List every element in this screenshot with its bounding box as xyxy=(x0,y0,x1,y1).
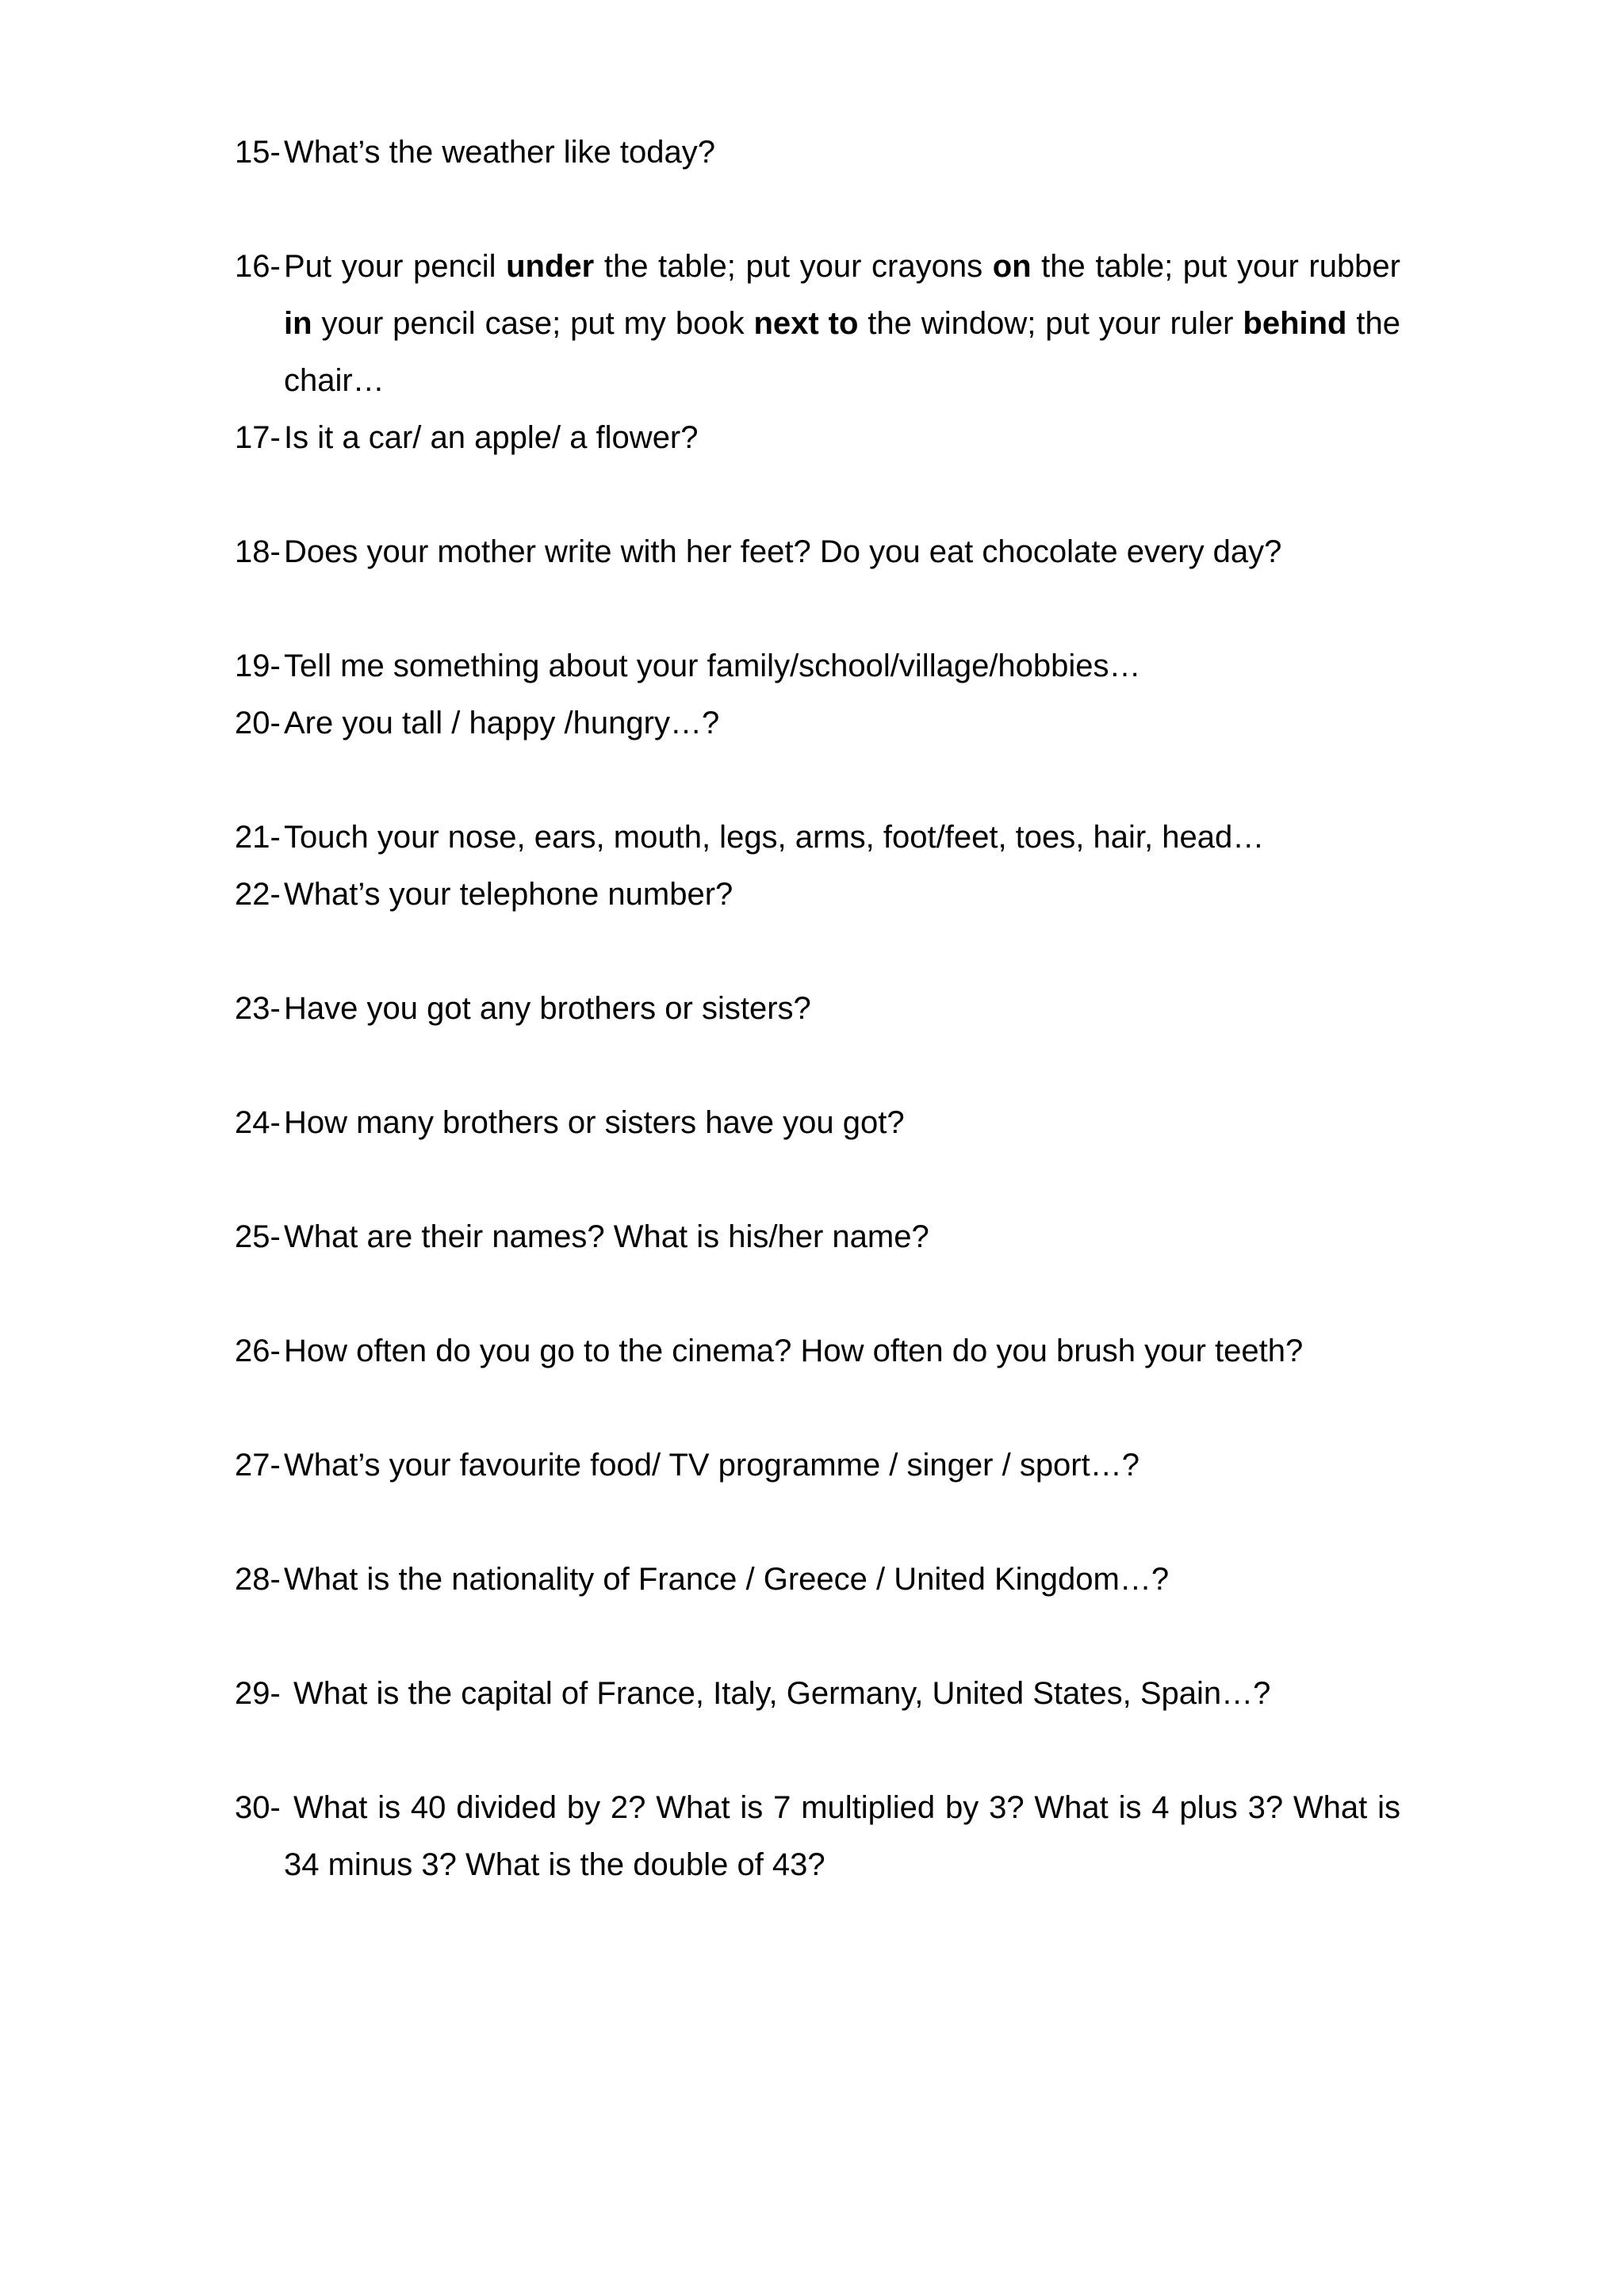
question-number: 16- xyxy=(235,249,281,284)
question-number: 17- xyxy=(235,420,281,455)
question-number: 29- xyxy=(235,1676,281,1711)
question-number: 24- xyxy=(235,1105,281,1140)
question-16 xyxy=(235,238,1400,409)
question-text: What are their names? What is his/her name? xyxy=(284,1219,929,1254)
question-text-part: the window; put your ruler xyxy=(858,306,1243,341)
question-number: 20- xyxy=(235,706,281,740)
question-text: Does your mother write with her feet? Do you eat chocolate every day? xyxy=(284,534,1282,569)
question-text-part: your pencil case; put my book xyxy=(312,306,754,341)
question-number: 23- xyxy=(235,991,281,1026)
question-20 xyxy=(235,695,1400,752)
question-number: 25- xyxy=(235,1219,281,1254)
question-text-part: the table; put your crayons xyxy=(594,249,993,284)
question-text: What’s the weather like today? xyxy=(284,135,716,170)
keyword-under: under xyxy=(506,249,595,284)
keyword-next-to: next to xyxy=(753,306,859,341)
question-22 xyxy=(235,866,1400,923)
question-text-part: Put your pencil xyxy=(284,249,507,284)
keyword-in: in xyxy=(284,306,312,341)
question-18 xyxy=(235,523,1400,580)
question-number: 19- xyxy=(235,649,281,683)
question-text: What’s your favourite food/ TV programme / singer / sport…? xyxy=(284,1448,1139,1483)
question-text: Touch your nose, ears, mouth, legs, arms, foot/feet, toes, hair, head… xyxy=(284,820,1265,855)
question-number: 21- xyxy=(235,820,281,855)
question-text: What is the nationality of France / Greece / United Kingdom…? xyxy=(284,1562,1170,1597)
question-number: 27- xyxy=(235,1448,281,1483)
question-27 xyxy=(235,1437,1400,1494)
question-text: What is 40 divided by 2? What is 7 multiplied by 3? What is 4 plus 3? What is 34 minus 3? What is the double of 43? xyxy=(284,1790,1400,1882)
question-text: What is the capital of France, Italy, Germany, United States, Spain…? xyxy=(293,1676,1271,1711)
question-number: 22- xyxy=(235,877,281,912)
question-15 xyxy=(235,124,1400,181)
question-number: 15- xyxy=(235,135,281,170)
question-text: Have you got any brothers or sisters? xyxy=(284,991,811,1026)
question-number: 26- xyxy=(235,1334,281,1368)
question-text: How many brothers or sisters have you got? xyxy=(284,1105,905,1140)
question-text: How often do you go to the cinema? How often do you brush your teeth? xyxy=(284,1334,1304,1368)
keyword-on: on xyxy=(992,249,1032,284)
question-29 xyxy=(235,1665,1400,1722)
question-17 xyxy=(235,409,1400,466)
question-number: 30- xyxy=(235,1790,281,1825)
question-30 xyxy=(235,1779,1400,1893)
question-26 xyxy=(235,1322,1400,1380)
question-21 xyxy=(235,809,1400,866)
question-19 xyxy=(235,637,1400,695)
question-25 xyxy=(235,1208,1400,1265)
question-text: Is it a car/ an apple/ a flower? xyxy=(284,420,699,455)
question-text-part: the chair… xyxy=(284,306,1400,398)
question-text: Tell me something about your family/school/village/hobbies… xyxy=(284,649,1141,683)
question-text: Are you tall / happy /hungry…? xyxy=(284,706,720,740)
question-number: 28- xyxy=(235,1562,281,1597)
question-number: 18- xyxy=(235,534,281,569)
question-text-part: the table; put your rubber xyxy=(1031,249,1400,284)
question-text: What’s your telephone number? xyxy=(284,877,733,912)
keyword-behind: behind xyxy=(1243,306,1347,341)
question-23 xyxy=(235,980,1400,1037)
question-24 xyxy=(235,1094,1400,1151)
question-28 xyxy=(235,1551,1400,1608)
